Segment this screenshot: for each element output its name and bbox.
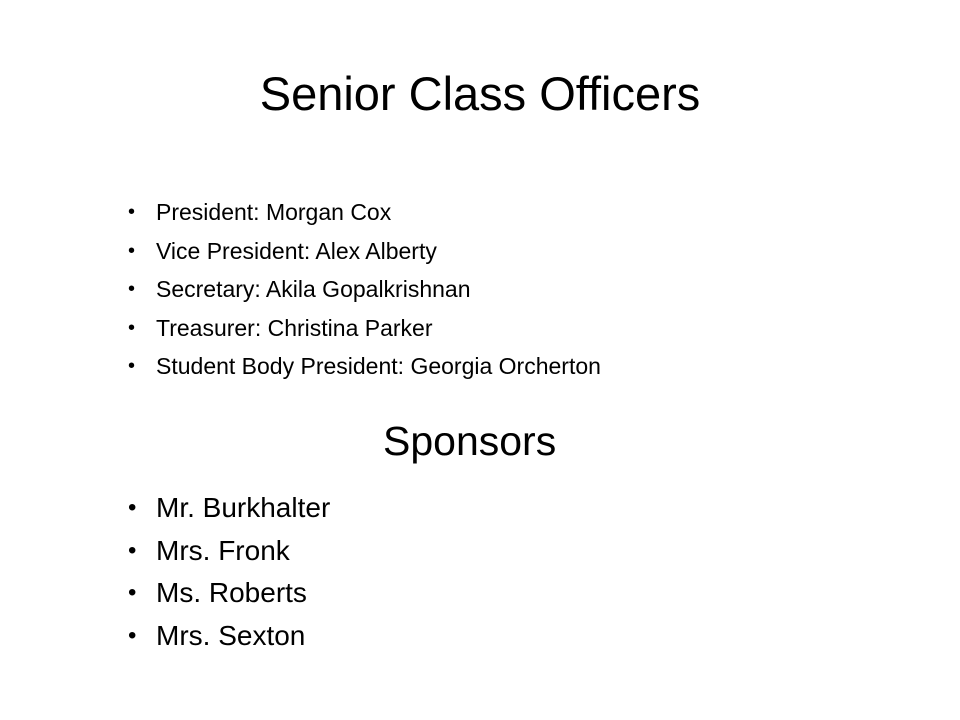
bullet-icon: • [128, 494, 137, 521]
sponsors-heading: Sponsors [383, 418, 557, 464]
bullet-icon: • [128, 201, 136, 223]
slide-title: Senior Class Officers [259, 67, 701, 120]
officer-item-label: President: Morgan Cox [156, 199, 392, 225]
officer-item-student-body-president [128, 347, 601, 386]
bullet-icon: • [128, 278, 136, 300]
officer-item-label: Treasurer: Christina Parker [156, 314, 433, 341]
sponsor-item [128, 615, 330, 658]
sponsor-item-label: Mrs. Sexton [156, 619, 306, 651]
bullet-icon: • [128, 536, 137, 564]
sponsor-item [128, 530, 330, 573]
officer-item-secretary [128, 270, 601, 309]
officer-item-label: Student Body President: Georgia Orcherton [156, 353, 601, 379]
officer-item-president [128, 193, 601, 232]
officer-item-vice-president [128, 232, 601, 271]
bullet-icon: • [128, 239, 136, 262]
sponsor-item [128, 572, 330, 615]
bullet-icon: • [128, 579, 137, 606]
officer-item-label: Secretary: Akila Gopalkrishnan [156, 276, 471, 302]
bullet-icon: • [128, 316, 136, 339]
officer-item-label: Vice President: Alex Alberty [156, 237, 437, 264]
sponsor-item [128, 487, 330, 530]
sponsor-item-label: Ms. Roberts [156, 577, 307, 608]
officer-item-treasurer [128, 309, 601, 348]
bullet-icon: • [128, 621, 137, 649]
officers-list [128, 193, 601, 386]
bullet-icon: • [128, 355, 136, 377]
sponsors-list [128, 487, 330, 657]
sponsor-item-label: Mr. Burkhalter [156, 492, 331, 523]
sponsor-item-label: Mrs. Fronk [156, 534, 290, 566]
